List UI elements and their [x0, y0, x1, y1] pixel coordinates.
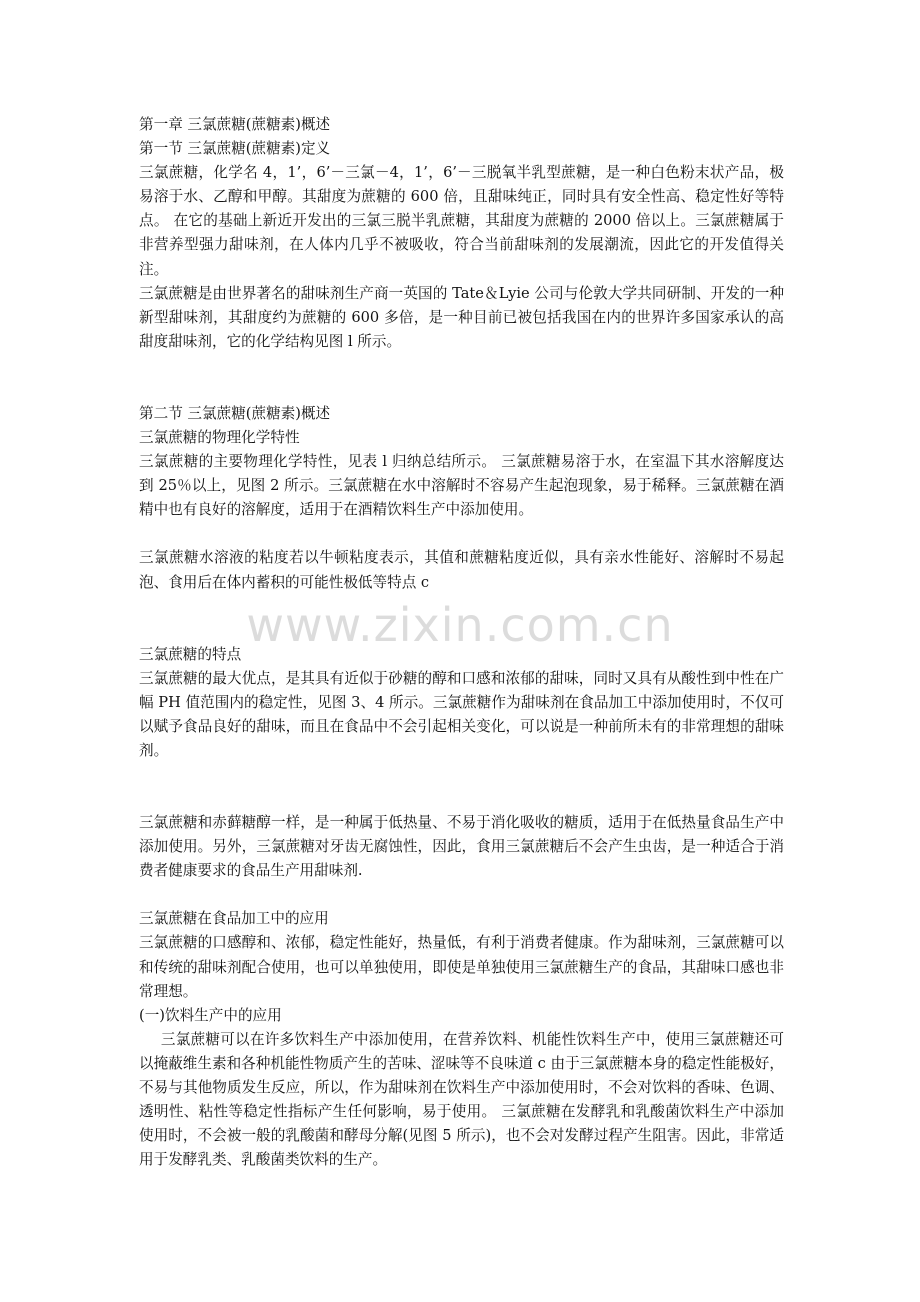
spacer — [139, 522, 784, 546]
section1-title: 第一节 三氯蔗糖(蔗糖素)定义 — [139, 140, 331, 158]
features-paragraph-1: 三氯蔗糖的最大优点，是其具有近似于砂糖的醇和口感和浓郁的甜味，同时又具有从酸性到中性在广幅 PH 值范围内的稳定性，见图 3、4 所示。三氯蔗糖作为甜味剂在食品加工中添加使用时，不仅可以赋予食品良好的甜味，而且在食品中不会引起相关变化，可以说是一种前所未有的非常理想的甜味剂。 — [139, 669, 784, 759]
application-heading: 三氯蔗糖在食品加工中的应用 — [139, 910, 329, 928]
features-heading: 三氯蔗糖的特点 — [139, 645, 242, 663]
document-body — [139, 113, 784, 1172]
physchem-paragraph-1: 三氯蔗糖的主要物理化学特性，见表 l 归纳总结所示。 三氯蔗糖易溶于水，在室温下其水溶解度达到 25％以上，见图 2 所示。三氯蔗糖在水中溶解时不容易产生起泡现象，易于稀释。三氯蔗糖在酒精中也有良好的溶解度，适用于在酒精饮料生产中添加使用。 — [139, 453, 784, 519]
spacer — [139, 595, 784, 643]
spacer — [139, 763, 784, 811]
spacer — [139, 883, 784, 907]
chapter-title: 第一章 三氯蔗糖(蔗糖素)概述 — [139, 116, 331, 133]
beverage-heading: (一)饮料生产中的应用 — [139, 1006, 282, 1024]
spacer — [139, 354, 784, 402]
physchem-heading: 三氯蔗糖的物理化学特性 — [139, 429, 300, 447]
watermark-text: www.zixin.com.cn — [246, 598, 674, 652]
physchem-paragraph-2: 三氯蔗糖水溶液的粘度若以牛顿粘度表示，其值和蔗糖粘度近似，具有亲水性能好、溶解时不易起泡、食用后在体内蓄积的可能性极低等特点 c — [139, 549, 784, 591]
beverage-paragraph-1: 三氯蔗糖可以在许多饮料生产中添加使用，在营养饮料、机能性饮料生产中，使用三氯蔗糖还可以掩蔽维生素和各种机能性物质产生的苦味、涩味等不良味道 c 由于三氯蔗糖本身的稳定性能极好，不易与其他物质发生反应，所以，作为甜味剂在饮料生产中添加使用时，不会对饮料的香味、色调、透明性、粘性等稳定性指标产生任何影响，易于使用。 三氯蔗糖在发酵乳和乳酸菌饮料生产中添加使用时，不会被一般的乳酸菌和酵母分解(见图 5 所示)，也不会对发酵过程产生阻害。因此，非常适用于发酵乳类、乳酸菌类饮料的生产。 — [139, 1030, 784, 1169]
application-paragraph-1: 三氯蔗糖的口感醇和、浓郁，稳定性能好，热量低，有利于消费者健康。作为甜味剂，三氯蔗糖可以和传统的甜味剂配合使用，也可以单独使用，即使是单独使用三氯蔗糖生产的食品，其甜味口感也非常理想。 — [139, 934, 784, 1000]
section1-paragraph-2: 三氯蔗糖是由世界著名的甜味剂生产商一英国的 Tate＆Lyie 公司与伦敦大学共同研制、开发的一种新型甜味剂，其甜度约为蔗糖的 600 多倍，是一种目前已被包括我国在内的世界许多国家承认的高甜度甜味剂，它的化学结构见图 l 所示。 — [139, 284, 784, 350]
section2-title: 第二节 三氯蔗糖(蔗糖素)概述 — [139, 404, 331, 422]
section1-paragraph-1: 三氯蔗糖，化学名 4，1’，6’－三氯－4，1’，6’－三脱氧半乳型蔗糖，是一种白色粉末状产品，极易溶于水、乙醇和甲醇。其甜度为蔗糖的 600 倍，且甜味纯正，同时具有安全性高、稳定性好等特点。 在它的基础上新近开发出的三氯三脱半乳蔗糖，其甜度为蔗糖的 2000 倍以上。三氯蔗糖属于非营养型强力甜味剂，在人体内几乎不被吸收，符合当前甜味剂的发展潮流，因此它的开发值得关注。 — [139, 164, 784, 278]
features-paragraph-2: 三氯蔗糖和赤藓糖醇一样，是一种属于低热量、不易于消化吸收的糖质，适用于在低热量食品生产中添加使用。另外，三氯蔗糖对牙齿无腐蚀性，因此，食用三氯蔗糖后不会产生虫齿，是一种适合于消费者健康要求的食品生产用甜味剂. — [139, 814, 784, 880]
